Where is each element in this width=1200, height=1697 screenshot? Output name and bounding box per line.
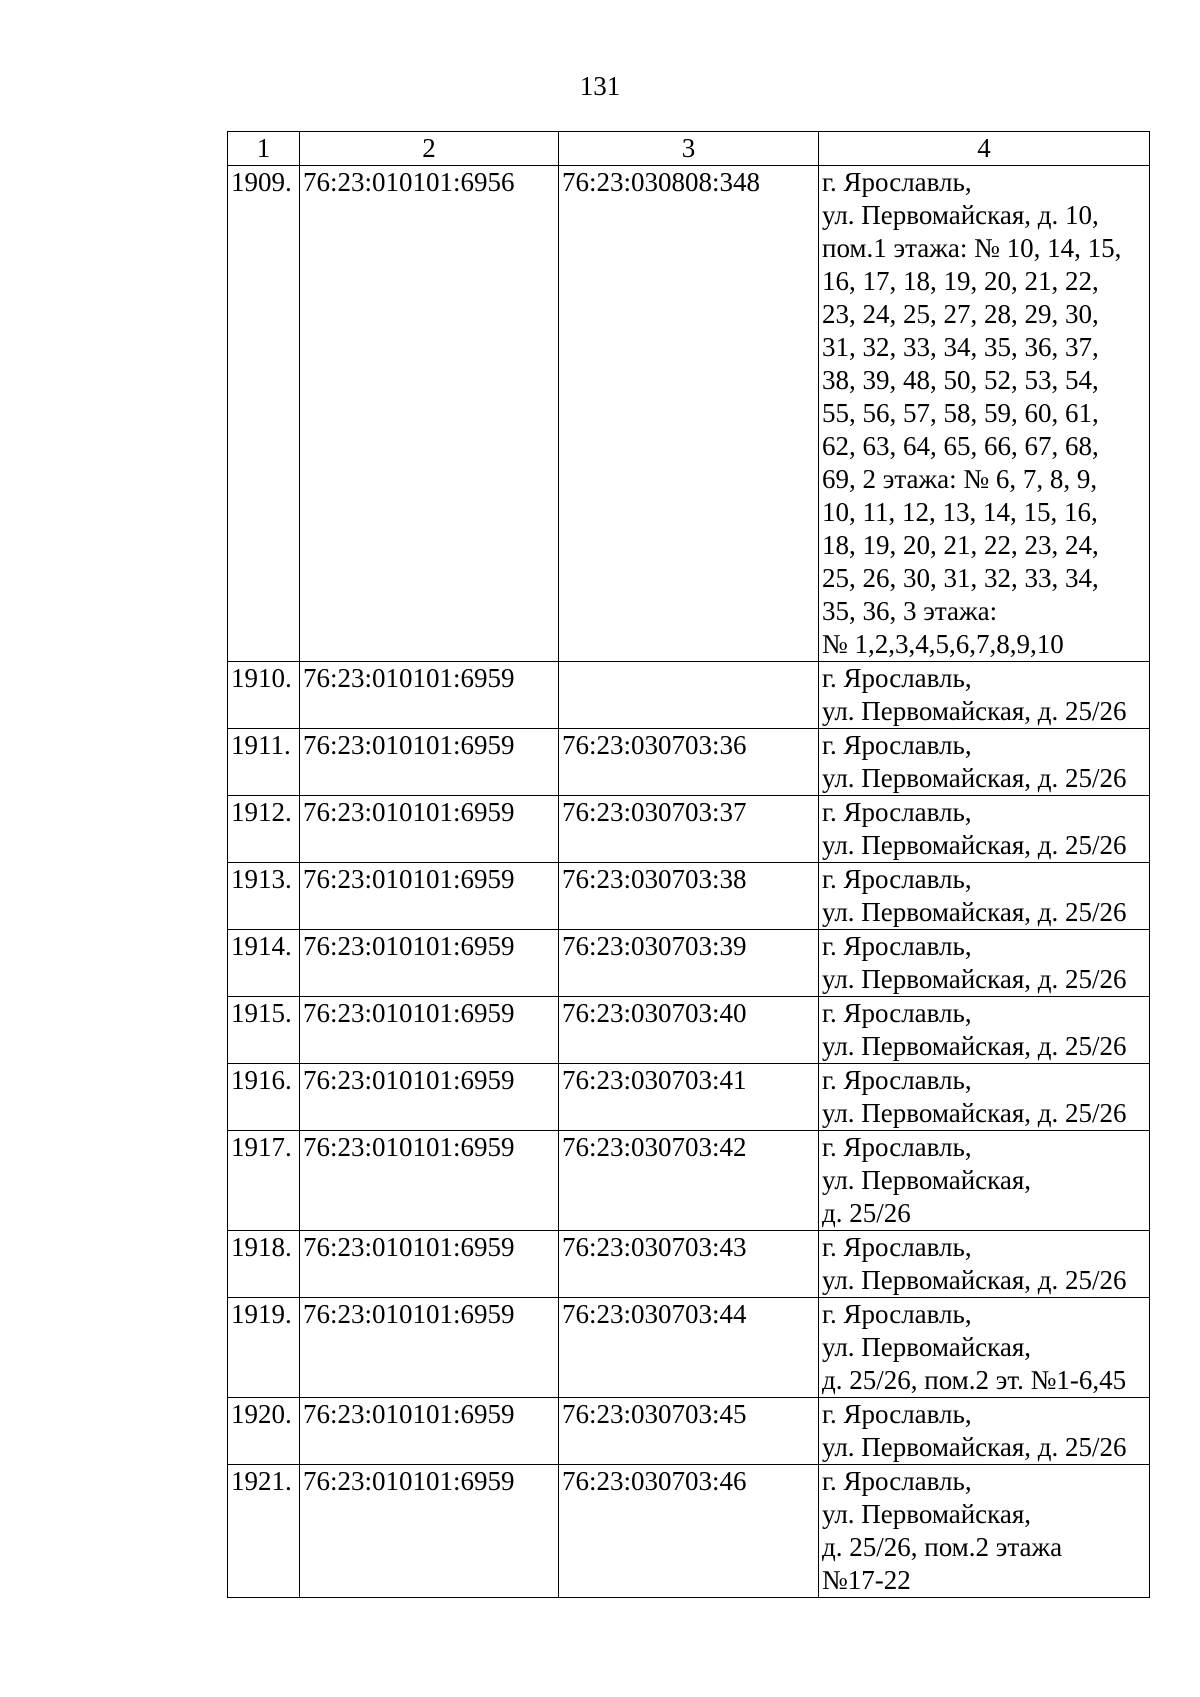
table-row bbox=[228, 729, 1150, 796]
cadastral-number-2: 76:23:030703:45 bbox=[559, 1398, 819, 1465]
cadastral-number-2: 76:23:030703:36 bbox=[559, 729, 819, 796]
registry-table bbox=[227, 131, 1150, 1598]
table-row bbox=[228, 1465, 1150, 1598]
column-header-2: 2 bbox=[300, 132, 559, 166]
address: г. Ярославль, ул. Первомайская, д. 25/26, пом.2 эт. №1-6,45 bbox=[819, 1298, 1150, 1398]
table-row bbox=[228, 1064, 1150, 1131]
row-number: 1912. bbox=[228, 796, 300, 863]
table-row bbox=[228, 662, 1150, 729]
address: г. Ярославль, ул. Первомайская, д. 25/26 bbox=[819, 796, 1150, 863]
cadastral-number-1: 76:23:010101:6959 bbox=[300, 1064, 559, 1131]
cadastral-number-1: 76:23:010101:6959 bbox=[300, 729, 559, 796]
cadastral-number-2: 76:23:030703:40 bbox=[559, 997, 819, 1064]
cadastral-number-2: 76:23:030703:44 bbox=[559, 1298, 819, 1398]
address: г. Ярославль, ул. Первомайская, д. 25/26 bbox=[819, 1064, 1150, 1131]
table-row bbox=[228, 863, 1150, 930]
address: г. Ярославль, ул. Первомайская, д. 25/26 bbox=[819, 863, 1150, 930]
row-number: 1911. bbox=[228, 729, 300, 796]
row-number: 1914. bbox=[228, 930, 300, 997]
row-number: 1918. bbox=[228, 1231, 300, 1298]
cadastral-number-2: 76:23:030703:37 bbox=[559, 796, 819, 863]
address: г. Ярославль, ул. Первомайская, д. 25/26, пом.2 этажа №17-22 bbox=[819, 1465, 1150, 1598]
address: г. Ярославль, ул. Первомайская, д. 25/26 bbox=[819, 662, 1150, 729]
cadastral-number-2: 76:23:030703:46 bbox=[559, 1465, 819, 1598]
row-number: 1919. bbox=[228, 1298, 300, 1398]
table-row bbox=[228, 1131, 1150, 1231]
address: г. Ярославль, ул. Первомайская, д. 25/26 bbox=[819, 1231, 1150, 1298]
address: г. Ярославль, ул. Первомайская, д. 25/26 bbox=[819, 1131, 1150, 1231]
cadastral-number-1: 76:23:010101:6959 bbox=[300, 662, 559, 729]
row-number: 1921. bbox=[228, 1465, 300, 1598]
table-row bbox=[228, 1298, 1150, 1398]
column-header-3: 3 bbox=[559, 132, 819, 166]
table-row bbox=[228, 796, 1150, 863]
row-number: 1913. bbox=[228, 863, 300, 930]
cadastral-number-2: 76:23:030703:39 bbox=[559, 930, 819, 997]
cadastral-number-1: 76:23:010101:6959 bbox=[300, 1398, 559, 1465]
row-number: 1917. bbox=[228, 1131, 300, 1231]
address: г. Ярославль, ул. Первомайская, д. 25/26 bbox=[819, 729, 1150, 796]
address: г. Ярославль, ул. Первомайская, д. 25/26 bbox=[819, 1398, 1150, 1465]
table-row bbox=[228, 997, 1150, 1064]
address: г. Ярославль, ул. Первомайская, д. 10, пом.1 этажа: № 10, 14, 15, 16, 17, 18, 19, 20, 21, 22, 23, 24, 25, 27, 28, 29, 30, 31, 32, 33, 34, 35, 36, 37, 38, 39, 48, 50, 52, 53, 54, 55, 56, 57, 58, 59, 60, 61, 62, 63, 64, 65, 66, 67, 68, 69, 2 этажа: № 6, 7, 8, 9, 10, 11, 12, 13, 14, 15, 16, 18, 19, 20, 21, 22, 23, 24, 25, 26, 30, 31, 32, 33, 34, 35, 36, 3 этажа: № 1,2,3,4,5,6,7,8,9,10 bbox=[819, 166, 1150, 662]
cadastral-number-2: 76:23:030808:348 bbox=[559, 166, 819, 662]
cadastral-number-1: 76:23:010101:6959 bbox=[300, 997, 559, 1064]
row-number: 1909. bbox=[228, 166, 300, 662]
row-number: 1915. bbox=[228, 997, 300, 1064]
table-row bbox=[228, 1398, 1150, 1465]
table-row bbox=[228, 166, 1150, 662]
page-number: 131 bbox=[579, 71, 621, 101]
cadastral-number-1: 76:23:010101:6956 bbox=[300, 166, 559, 662]
address: г. Ярославль, ул. Первомайская, д. 25/26 bbox=[819, 997, 1150, 1064]
table-row bbox=[228, 930, 1150, 997]
table-body bbox=[228, 166, 1150, 1598]
row-number: 1920. bbox=[228, 1398, 300, 1465]
cadastral-number-1: 76:23:010101:6959 bbox=[300, 1131, 559, 1231]
cadastral-number-1: 76:23:010101:6959 bbox=[300, 796, 559, 863]
cadastral-number-1: 76:23:010101:6959 bbox=[300, 1465, 559, 1598]
header-row bbox=[228, 132, 1150, 166]
cadastral-number-2: 76:23:030703:38 bbox=[559, 863, 819, 930]
column-header-4: 4 bbox=[819, 132, 1150, 166]
address: г. Ярославль, ул. Первомайская, д. 25/26 bbox=[819, 930, 1150, 997]
cadastral-number-2: 76:23:030703:41 bbox=[559, 1064, 819, 1131]
cadastral-number-2: 76:23:030703:43 bbox=[559, 1231, 819, 1298]
table-row bbox=[228, 1231, 1150, 1298]
cadastral-number-1: 76:23:010101:6959 bbox=[300, 863, 559, 930]
cadastral-number-1: 76:23:010101:6959 bbox=[300, 930, 559, 997]
cadastral-number-2 bbox=[559, 662, 819, 729]
row-number: 1916. bbox=[228, 1064, 300, 1131]
row-number: 1910. bbox=[228, 662, 300, 729]
cadastral-number-1: 76:23:010101:6959 bbox=[300, 1231, 559, 1298]
cadastral-number-2: 76:23:030703:42 bbox=[559, 1131, 819, 1231]
column-header-1: 1 bbox=[228, 132, 300, 166]
cadastral-number-1: 76:23:010101:6959 bbox=[300, 1298, 559, 1398]
